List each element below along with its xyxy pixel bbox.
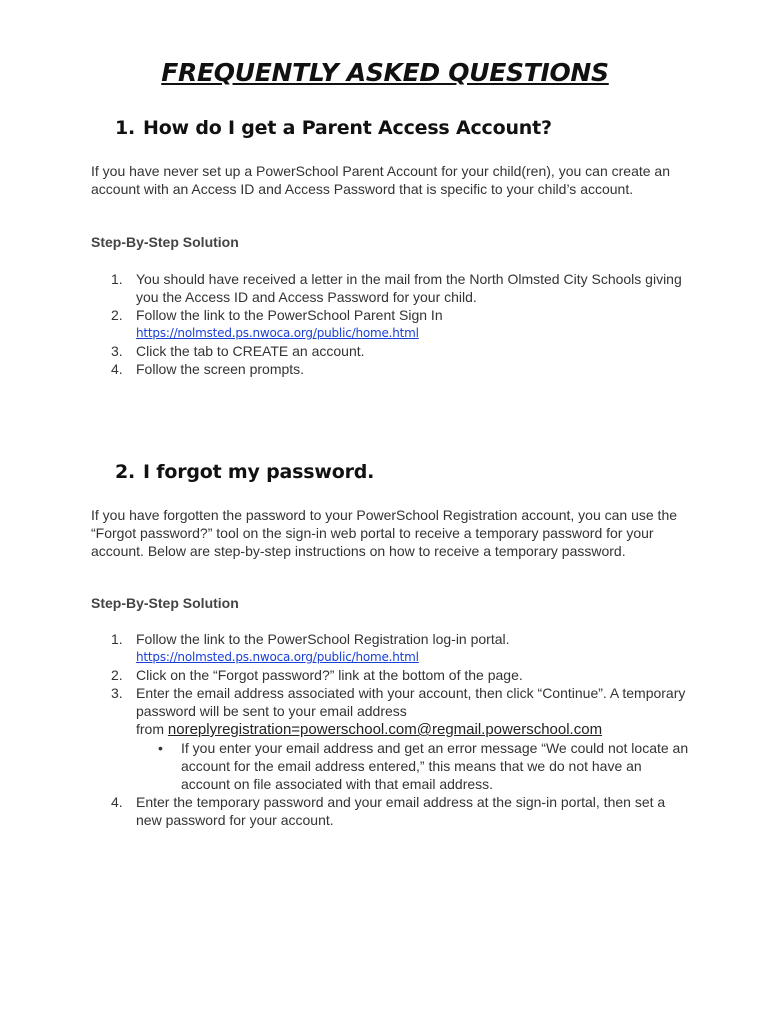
q1-solution-label: Step-By-Step Solution <box>91 234 239 250</box>
step-number: 3. <box>111 685 123 701</box>
q1-step <box>111 270 691 306</box>
page-title: FREQUENTLY ASKED QUESTIONS <box>161 58 609 87</box>
step-number: 2. <box>111 307 123 323</box>
note-bullet <box>136 739 691 793</box>
step-text: Enter the temporary password and your email address at the sign-in portal, then set a new password for your account. <box>136 794 666 828</box>
q1-steps <box>111 270 691 378</box>
bullet-icon: • <box>158 740 163 756</box>
q2-intro: If you have forgotten the password to your PowerSchool Registration account, you can use the “Forgot password?” tool on the sign-in web portal to receive a temporary password for your account. Below are step-by-step instructions on how to receive a temporary password. <box>91 507 678 559</box>
step-text: Follow the screen prompts. <box>136 361 305 377</box>
step-number: 1. <box>111 631 123 647</box>
q1-step <box>111 306 691 342</box>
q2-step-notes <box>136 739 691 793</box>
q2-solution-label: Step-By-Step Solution <box>91 595 239 611</box>
step-text: Follow the link to the PowerSchool Parent Sign In <box>136 307 443 323</box>
q1-heading <box>115 117 552 139</box>
from-prefix: from <box>136 721 164 737</box>
q2-step <box>111 793 691 829</box>
q1-intro: If you have never set up a PowerSchool Parent Account for your child(ren), you can create an account with an Access ID and Access Password that is specific to your child’s account. <box>91 163 670 197</box>
step-text: Enter the email address associated with your account, then click “Continue”. A temporary password will be sent to your email address <box>136 685 686 719</box>
q2-step <box>111 666 691 684</box>
step-text: You should have received a letter in the mail from the North Olmsted City Schools giving you the Access ID and Access Password for your child. <box>136 271 682 305</box>
q1-number: 1. <box>115 117 136 139</box>
q2-heading <box>115 461 374 483</box>
q1-step <box>111 360 691 378</box>
step-text: Follow the link to the PowerSchool Registration log-in portal. <box>136 631 510 647</box>
step-number: 3. <box>111 343 123 359</box>
step-text: Click the tab to CREATE an account. <box>136 343 365 359</box>
q2-step <box>111 684 691 793</box>
q1-step <box>111 342 691 360</box>
step-number: 1. <box>111 271 123 287</box>
step-text: Click on the “Forgot password?” link at the bottom of the page. <box>136 667 523 683</box>
step-number: 4. <box>111 794 123 810</box>
parent-sign-in-link[interactable]: https://nolmsted.ps.nwoca.org/public/home.html <box>136 326 419 340</box>
q2-number: 2. <box>115 461 136 483</box>
registration-portal-link[interactable]: https://nolmsted.ps.nwoca.org/public/home.html <box>136 650 419 664</box>
sender-email-address: noreplyregistration=powerschool.com@regmail.powerschool.com <box>167 721 603 738</box>
note-text: If you enter your email address and get an error message “We could not locate an account for the email address entered,” this means that we do not have an account on file associated with that email address. <box>181 740 689 792</box>
step-number: 2. <box>111 667 123 683</box>
q2-heading-text: I forgot my password. <box>143 461 375 483</box>
step-number: 4. <box>111 361 123 377</box>
q1-heading-text: How do I get a Parent Access Account? <box>143 117 552 139</box>
q2-steps <box>111 630 691 829</box>
q2-step <box>111 630 691 666</box>
